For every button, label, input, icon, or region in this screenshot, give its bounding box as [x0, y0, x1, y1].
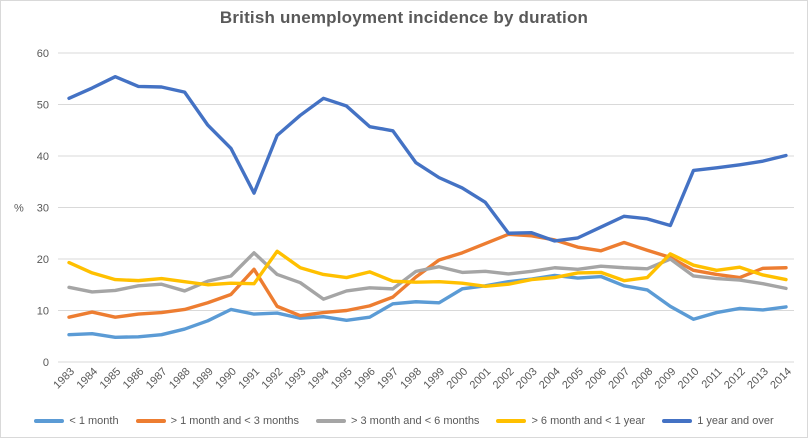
legend-label: > 1 month and < 3 months	[170, 415, 300, 427]
x-axis-tick-label: 1986	[120, 365, 147, 392]
series-line-1-month	[69, 275, 786, 337]
x-axis-tick-label: 1998	[398, 365, 425, 392]
x-axis-tick-label: 1987	[143, 365, 170, 392]
y-axis-tick-label: 20	[36, 254, 49, 266]
x-axis-tick-label: 1985	[97, 365, 124, 392]
chart-legend	[1, 411, 807, 431]
legend-label: < 1 month	[69, 415, 119, 427]
legend-label: > 6 month and < 1 year	[531, 415, 646, 427]
x-axis-tick-label: 1991	[236, 365, 263, 392]
x-axis-tick-label: 2001	[467, 365, 494, 392]
x-axis-tick-label: 2012	[722, 365, 748, 392]
x-axis-tick-label: 1997	[375, 365, 401, 392]
legend-item-3-to-6-months	[316, 415, 479, 427]
y-axis-title: %	[14, 202, 24, 215]
legend-label: > 3 month and < 6 months	[351, 415, 480, 427]
x-axis-tick-label: 2014	[768, 365, 795, 392]
x-axis-tick-label: 1988	[166, 365, 193, 392]
x-axis-tick-label: 2003	[513, 365, 540, 392]
legend-item-1-year-and-over	[662, 415, 773, 427]
y-axis-tick-label: 10	[36, 305, 49, 318]
x-axis-tick-label: 1996	[352, 365, 378, 392]
x-axis-tick-label: 2013	[745, 365, 771, 392]
x-axis-tick-label: 1994	[305, 365, 332, 392]
legend-swatch-1-year-and-over	[662, 419, 692, 423]
chart-title: British unemployment incidence by duration	[219, 8, 589, 27]
legend-swatch-lt-1-month	[34, 419, 64, 423]
legend-item-6-months-to-1-year	[496, 415, 645, 427]
legend-item-lt-1-month	[34, 415, 118, 427]
x-axis-tick-label: 2004	[537, 365, 563, 392]
y-axis-tick-label: 0	[42, 357, 49, 369]
series-line-1-month-and-3-months	[69, 234, 786, 317]
series-line-3-month-and-6-months	[69, 253, 786, 299]
x-axis-tick-label: 2007	[606, 365, 633, 392]
x-axis-tick-label: 1992	[259, 365, 286, 392]
x-axis-tick-label: 1984	[74, 365, 101, 392]
x-axis-tick-label: 1995	[328, 365, 355, 392]
y-axis-tick-label: 40	[36, 151, 49, 163]
line-chart-plot	[1, 1, 808, 403]
x-axis-tick-label: 2008	[629, 365, 656, 392]
legend-swatch-6-months-to-1-year	[496, 419, 526, 423]
x-axis-tick-label: 2002	[490, 365, 517, 392]
x-axis-tick-label: 2005	[560, 365, 586, 392]
legend-swatch-3-to-6-months	[316, 419, 346, 423]
x-axis-tick-label: 1999	[421, 365, 448, 392]
x-axis-tick-label: 2000	[444, 365, 471, 392]
x-axis-tick-label: 1983	[51, 365, 78, 392]
x-axis-tick-label: 2010	[675, 365, 702, 392]
y-axis-tick-label: 30	[36, 202, 49, 215]
x-axis-tick-label: 1989	[190, 365, 216, 392]
x-axis-tick-label: 2006	[583, 365, 610, 392]
series-line-1-year-and-over	[69, 77, 786, 241]
legend-label: 1 year and over	[697, 415, 774, 427]
x-axis-tick-label: 1993	[282, 365, 309, 392]
legend-swatch-1-to-3-months	[136, 419, 166, 423]
x-axis-tick-label: 2011	[699, 365, 725, 391]
x-axis-tick-label: 2009	[652, 365, 679, 392]
legend-item-1-to-3-months	[136, 415, 299, 427]
y-axis-tick-label: 60	[36, 48, 49, 60]
y-axis-tick-label: 50	[36, 99, 49, 112]
x-axis-tick-label: 1990	[213, 365, 240, 392]
